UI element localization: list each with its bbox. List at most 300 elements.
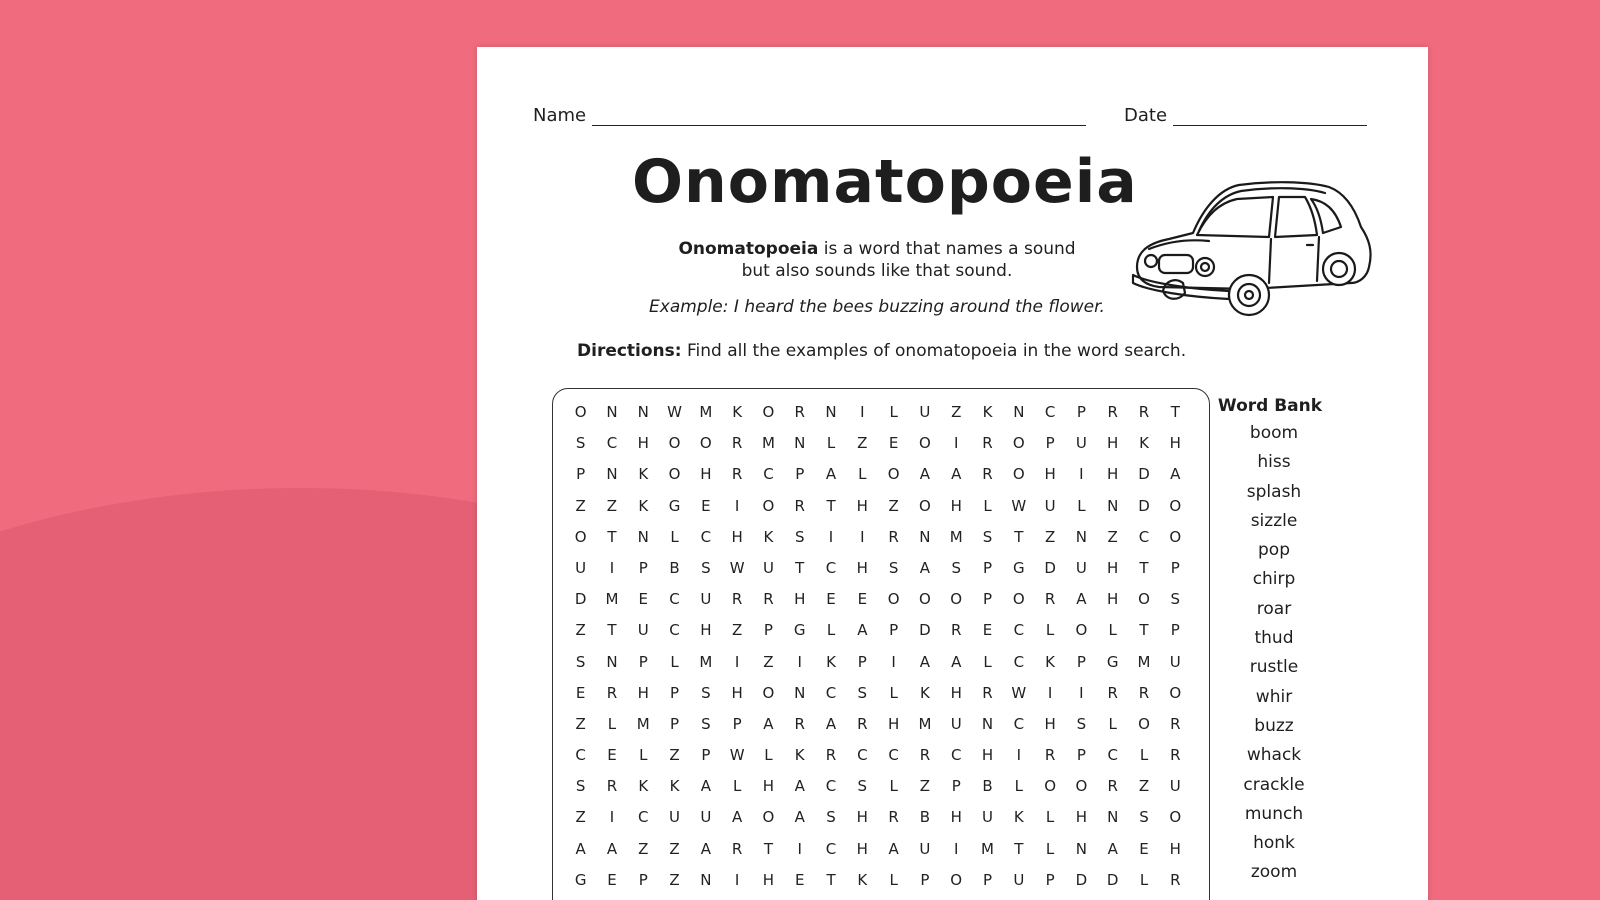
- grid-letter: K: [857, 870, 868, 889]
- grid-letter: U: [669, 808, 681, 827]
- grid-letter: N: [1075, 839, 1088, 858]
- grid-letter: K: [1139, 434, 1149, 453]
- grid-letter: I: [734, 652, 740, 671]
- grid-letter: R: [1138, 403, 1150, 421]
- grid-letter: H: [856, 496, 868, 515]
- grid-letter: R: [982, 465, 993, 484]
- grid-letter: C: [606, 434, 618, 453]
- word-bank-title: Word Bank: [1217, 396, 1323, 416]
- grid-letter: G: [574, 870, 587, 889]
- grid-letter: R: [1044, 746, 1056, 765]
- grid-letter: R: [1107, 403, 1118, 421]
- grid-letter: P: [763, 621, 773, 640]
- grid-letter: H: [887, 714, 900, 733]
- grid-letter: S: [575, 434, 586, 453]
- grid-letter: L: [732, 777, 742, 796]
- grid-letter: U: [637, 621, 649, 640]
- grid-letter: A: [1107, 839, 1118, 858]
- grid-letter: A: [700, 777, 711, 796]
- grid-letter: E: [575, 683, 586, 702]
- grid-letter: A: [575, 839, 586, 858]
- grid-letter: O: [1169, 496, 1182, 515]
- grid-letter: W: [667, 403, 682, 421]
- grid-letter: R: [888, 527, 899, 546]
- grid-letter: M: [1137, 652, 1151, 671]
- grid-letter: S: [888, 558, 899, 577]
- grid-letter: K: [1045, 652, 1056, 671]
- grid-letter: Z: [669, 870, 680, 889]
- grid-letter: N: [1107, 808, 1119, 827]
- grid-letter: O: [919, 590, 931, 609]
- grid-letter: W: [729, 746, 745, 765]
- word-search-box: [552, 388, 1210, 900]
- grid-letter: C: [1107, 746, 1118, 765]
- grid-letter: K: [638, 496, 649, 515]
- example-sentence: Example: I heard the bees buzzing around the flower.: [649, 297, 1105, 317]
- grid-letter: U: [1044, 496, 1056, 515]
- grid-letter: L: [607, 714, 617, 733]
- grid-letter: M: [918, 714, 932, 733]
- word-bank-word: rustle: [1249, 657, 1299, 678]
- grid-letter: O: [1075, 777, 1088, 796]
- grid-letter: U: [1169, 652, 1181, 671]
- grid-letter: E: [888, 434, 899, 453]
- grid-letter: C: [888, 746, 899, 765]
- grid-letter: N: [700, 870, 712, 889]
- grid-letter: L: [1139, 870, 1149, 889]
- grid-letter: I: [953, 434, 959, 453]
- grid-letter: A: [606, 839, 618, 858]
- grid-letter: Z: [763, 652, 774, 671]
- grid-letter: H: [637, 434, 649, 453]
- grid-letter: N: [637, 403, 649, 421]
- grid-letter: P: [670, 683, 680, 702]
- grid-letter: R: [731, 590, 743, 609]
- grid-letter: N: [1075, 527, 1088, 546]
- grid-letter: H: [637, 683, 649, 702]
- grid-letter: D: [1075, 870, 1088, 889]
- grid-letter: D: [1106, 870, 1119, 889]
- grid-letter: Z: [919, 777, 931, 796]
- directions: [577, 341, 1197, 361]
- grid-letter: Z: [731, 621, 743, 640]
- grid-letter: M: [949, 527, 963, 546]
- grid-letter: H: [1107, 465, 1119, 484]
- grid-letter: C: [669, 590, 680, 609]
- grid-letter: Z: [888, 496, 899, 515]
- grid-letter: I: [734, 870, 740, 889]
- grid-letter: O: [762, 808, 775, 827]
- grid-letter: P: [1045, 870, 1055, 889]
- grid-letter: L: [889, 403, 898, 421]
- grid-letter: N: [1013, 403, 1025, 421]
- grid-letter: T: [795, 558, 805, 577]
- word-bank-word: honk: [1253, 833, 1295, 854]
- date-line: [1173, 106, 1367, 126]
- grid-letter: E: [826, 590, 836, 609]
- grid-letter: I: [860, 527, 865, 546]
- grid-letter: O: [1138, 590, 1150, 609]
- grid-letter: O: [1138, 714, 1150, 733]
- grid-letter: C: [700, 527, 712, 546]
- definition-rest: is a word that names a sound: [818, 239, 1076, 259]
- definition-term: Onomatopoeia: [678, 239, 819, 259]
- grid-letter: Z: [669, 746, 680, 765]
- grid-letter: H: [950, 808, 962, 827]
- grid-letter: O: [1169, 527, 1182, 546]
- grid-letter: S: [857, 683, 868, 702]
- grid-letter: C: [825, 683, 837, 702]
- grid-letter: A: [825, 714, 837, 733]
- grid-letter: P: [670, 714, 680, 733]
- grid-letter: I: [828, 527, 834, 546]
- grid-letter: O: [887, 465, 900, 484]
- grid-letter: N: [825, 403, 837, 421]
- grid-letter: D: [1138, 465, 1150, 484]
- grid-letter: R: [1107, 683, 1118, 702]
- grid-letter: D: [574, 590, 587, 609]
- grid-letter: U: [575, 558, 587, 577]
- grid-letter: L: [983, 496, 992, 515]
- grid-letter: O: [1169, 808, 1182, 827]
- grid-letter: C: [825, 558, 837, 577]
- grid-letter: S: [1170, 590, 1181, 609]
- grid-letter: G: [668, 496, 681, 515]
- grid-letter: R: [857, 714, 868, 733]
- grid-letter: O: [1075, 621, 1088, 640]
- grid-letter: O: [1169, 683, 1182, 702]
- grid-letter: S: [701, 558, 711, 577]
- word-bank-word: munch: [1244, 803, 1304, 824]
- grid-letter: K: [1013, 808, 1024, 827]
- grid-letter: A: [825, 465, 837, 484]
- grid-letter: A: [919, 465, 931, 484]
- grid-letter: Z: [1044, 527, 1056, 546]
- grid-letter: W: [1011, 683, 1027, 702]
- grid-letter: R: [606, 683, 618, 702]
- grid-letter: E: [638, 590, 648, 609]
- grid-letter: Z: [606, 496, 618, 515]
- grid-letter: K: [638, 777, 649, 796]
- date-field: [1124, 105, 1367, 126]
- grid-letter: R: [1170, 746, 1181, 765]
- grid-letter: U: [950, 714, 962, 733]
- grid-letter: H: [950, 496, 962, 515]
- word-bank-word: splash: [1246, 481, 1302, 502]
- grid-letter: I: [1047, 683, 1053, 702]
- grid-letter: C: [763, 465, 774, 484]
- grid-letter: N: [606, 652, 618, 671]
- worksheet-page: [477, 47, 1428, 900]
- grid-letter: A: [919, 652, 931, 671]
- grid-letter: P: [1076, 403, 1086, 421]
- grid-letter: B: [982, 777, 993, 796]
- grid-letter: O: [1012, 434, 1025, 453]
- grid-letter: Z: [575, 808, 586, 827]
- grid-letter: R: [763, 590, 774, 609]
- grid-letter: P: [638, 870, 648, 889]
- word-bank-word: hiss: [1257, 452, 1291, 473]
- grid-letter: D: [919, 621, 931, 640]
- word-bank-word: buzz: [1254, 715, 1294, 736]
- grid-letter: H: [1107, 558, 1119, 577]
- grid-letter: H: [794, 590, 806, 609]
- grid-letter: L: [1045, 621, 1055, 640]
- grid-letter: G: [1106, 652, 1119, 671]
- grid-letter: U: [919, 403, 931, 421]
- grid-letter: C: [1013, 714, 1025, 733]
- grid-letter: H: [856, 558, 868, 577]
- grid-letter: O: [1012, 465, 1025, 484]
- grid-letter: O: [574, 527, 587, 546]
- grid-letter: K: [982, 403, 993, 421]
- grid-letter: M: [699, 403, 713, 421]
- grid-letter: T: [607, 621, 617, 640]
- grid-letter: M: [605, 590, 619, 609]
- grid-letter: T: [1139, 621, 1149, 640]
- grid-letter: W: [729, 558, 745, 577]
- grid-letter: M: [636, 714, 650, 733]
- definition-line2: but also sounds like that sound.: [741, 261, 1013, 281]
- grid-letter: L: [1045, 808, 1055, 827]
- grid-letter: T: [826, 496, 836, 515]
- grid-letter: H: [1075, 808, 1088, 827]
- name-line: [592, 106, 1086, 126]
- grid-letter: O: [919, 496, 931, 515]
- grid-letter: N: [1107, 496, 1119, 515]
- grid-letter: T: [1139, 558, 1149, 577]
- word-search-grid: [565, 397, 1191, 896]
- grid-letter: K: [732, 403, 743, 421]
- grid-letter: R: [1044, 590, 1056, 609]
- word-bank-word: thud: [1254, 628, 1294, 649]
- grid-letter: Z: [951, 403, 962, 421]
- grid-letter: L: [670, 527, 679, 546]
- grid-letter: H: [1169, 434, 1181, 453]
- grid-letter: L: [764, 746, 773, 765]
- grid-letter: C: [857, 746, 868, 765]
- grid-letter: A: [732, 808, 743, 827]
- grid-letter: W: [1011, 496, 1027, 515]
- grid-letter: L: [1108, 714, 1117, 733]
- grid-letter: R: [794, 714, 805, 733]
- grid-letter: I: [953, 839, 959, 858]
- grid-letter: O: [919, 434, 931, 453]
- grid-letter: O: [1044, 777, 1056, 796]
- grid-letter: L: [1045, 839, 1055, 858]
- grid-letter: S: [857, 777, 868, 796]
- grid-letter: L: [889, 870, 898, 889]
- grid-letter: N: [919, 527, 931, 546]
- grid-letter: R: [1138, 683, 1150, 702]
- grid-letter: U: [982, 808, 993, 827]
- grid-letter: C: [669, 621, 680, 640]
- grid-letter: R: [825, 746, 837, 765]
- grid-letter: K: [919, 683, 930, 702]
- grid-letter: N: [981, 714, 994, 733]
- grid-letter: E: [857, 590, 868, 609]
- grid-letter: C: [575, 746, 586, 765]
- grid-letter: B: [669, 558, 680, 577]
- grid-letter: N: [637, 527, 649, 546]
- grid-letter: L: [1014, 777, 1023, 796]
- grid-letter: U: [700, 590, 712, 609]
- grid-letter: R: [888, 808, 899, 827]
- grid-letter: C: [638, 808, 649, 827]
- grid-letter: U: [1169, 777, 1181, 796]
- grid-letter: P: [638, 652, 648, 671]
- grid-letter: H: [1107, 590, 1119, 609]
- grid-letter: R: [919, 746, 931, 765]
- word-bank: [1219, 393, 1329, 888]
- grid-letter: U: [919, 839, 931, 858]
- grid-letter: N: [794, 434, 806, 453]
- word-bank-word: sizzle: [1250, 510, 1298, 531]
- grid-letter: A: [794, 808, 805, 827]
- name-label: Name: [533, 105, 587, 126]
- grid-letter: O: [950, 870, 963, 889]
- grid-letter: H: [762, 870, 775, 889]
- grid-letter: R: [1170, 870, 1181, 889]
- grid-letter: H: [1169, 839, 1181, 858]
- grid-letter: O: [668, 465, 681, 484]
- grid-letter: A: [1076, 590, 1087, 609]
- grid-letter: L: [826, 434, 836, 453]
- word-bank-list: [1219, 419, 1329, 888]
- grid-letter: U: [700, 808, 712, 827]
- grid-letter: P: [1170, 558, 1180, 577]
- grid-letter: H: [731, 527, 743, 546]
- word-bank-word: zoom: [1250, 862, 1298, 883]
- grid-letter: R: [982, 434, 993, 453]
- grid-letter: P: [889, 621, 899, 640]
- grid-letter: L: [889, 683, 898, 702]
- grid-letter: P: [701, 746, 711, 765]
- grid-letter: H: [981, 746, 994, 765]
- grid-letter: I: [797, 839, 802, 858]
- grid-letter: A: [700, 839, 711, 858]
- grid-letter: T: [826, 870, 836, 889]
- grid-letter: H: [950, 683, 962, 702]
- grid-letter: D: [1044, 558, 1056, 577]
- grid-letter: T: [607, 527, 617, 546]
- grid-letter: P: [1045, 434, 1055, 453]
- grid-letter: P: [576, 465, 586, 484]
- grid-letter: H: [731, 683, 743, 702]
- grid-letter: O: [574, 403, 587, 421]
- grid-letter: S: [951, 558, 961, 577]
- grid-letter: R: [731, 465, 743, 484]
- grid-letter: Z: [575, 714, 586, 733]
- grid-letter: A: [857, 621, 868, 640]
- grid-letter: R: [1170, 714, 1181, 733]
- grid-letter: P: [795, 465, 805, 484]
- grid-letter: S: [575, 652, 586, 671]
- word-bank-word: whack: [1246, 745, 1302, 766]
- grid-letter: S: [1076, 714, 1087, 733]
- date-label: Date: [1124, 105, 1168, 126]
- grid-letter: R: [1107, 777, 1118, 796]
- grid-letter: R: [794, 403, 805, 421]
- grid-letter: E: [701, 496, 711, 515]
- grid-letter: R: [731, 434, 743, 453]
- grid-letter: I: [1079, 683, 1084, 702]
- grid-letter: O: [887, 590, 900, 609]
- grid-letter: I: [1016, 746, 1022, 765]
- grid-letter: G: [793, 621, 806, 640]
- grid-letter: G: [1012, 558, 1025, 577]
- grid-letter: I: [609, 558, 615, 577]
- grid-letter: U: [762, 558, 774, 577]
- grid-letter: Z: [857, 434, 868, 453]
- grid-letter: P: [982, 590, 993, 609]
- grid-letter: M: [761, 434, 775, 453]
- grid-letter: P: [982, 558, 993, 577]
- grid-letter: N: [606, 403, 618, 421]
- grid-letter: H: [856, 808, 868, 827]
- grid-letter: L: [1077, 496, 1086, 515]
- car-icon: [1129, 179, 1379, 329]
- grid-letter: L: [983, 652, 992, 671]
- grid-letter: I: [891, 652, 896, 671]
- worksheet-title: Onomatopoeia: [632, 147, 1138, 217]
- grid-letter: O: [762, 496, 775, 515]
- grid-letter: C: [825, 839, 837, 858]
- grid-letter: H: [700, 621, 712, 640]
- grid-letter: H: [1107, 434, 1119, 453]
- grid-letter: R: [982, 683, 993, 702]
- word-bank-word: boom: [1249, 423, 1299, 443]
- grid-letter: L: [858, 465, 867, 484]
- grid-letter: Z: [1138, 777, 1150, 796]
- grid-letter: E: [982, 621, 993, 640]
- grid-letter: R: [950, 621, 962, 640]
- grid-letter: P: [732, 714, 742, 733]
- grid-letter: T: [763, 839, 774, 858]
- grid-letter: T: [1170, 403, 1180, 421]
- grid-letter: A: [1170, 465, 1181, 484]
- grid-letter: Z: [575, 496, 586, 515]
- grid-letter: E: [607, 870, 617, 889]
- grid-letter: O: [762, 683, 775, 702]
- grid-letter: O: [699, 434, 712, 453]
- grid-letter: P: [951, 777, 961, 796]
- grid-letter: S: [701, 683, 711, 702]
- grid-letter: O: [762, 403, 775, 421]
- grid-letter: H: [1044, 465, 1056, 484]
- grid-letter: C: [1013, 652, 1025, 671]
- grid-letter: R: [731, 839, 743, 858]
- grid-letter: T: [1014, 527, 1024, 546]
- word-bank-word: crackle: [1243, 774, 1305, 795]
- grid-letter: I: [734, 496, 740, 515]
- definition: [627, 238, 1127, 282]
- grid-letter: S: [982, 527, 993, 546]
- grid-letter: C: [1013, 621, 1025, 640]
- grid-letter: M: [981, 839, 994, 858]
- grid-letter: P: [920, 870, 930, 889]
- grid-letter: H: [856, 839, 868, 858]
- grid-letter: I: [1079, 465, 1084, 484]
- grid-letter: L: [1108, 621, 1117, 640]
- grid-letter: P: [1076, 746, 1086, 765]
- word-bank-word: chirp: [1252, 569, 1296, 590]
- grid-letter: T: [1014, 839, 1024, 858]
- word-bank-word: whir: [1255, 686, 1293, 707]
- grid-letter: N: [794, 683, 806, 702]
- grid-letter: L: [1139, 746, 1149, 765]
- grid-letter: S: [826, 808, 836, 827]
